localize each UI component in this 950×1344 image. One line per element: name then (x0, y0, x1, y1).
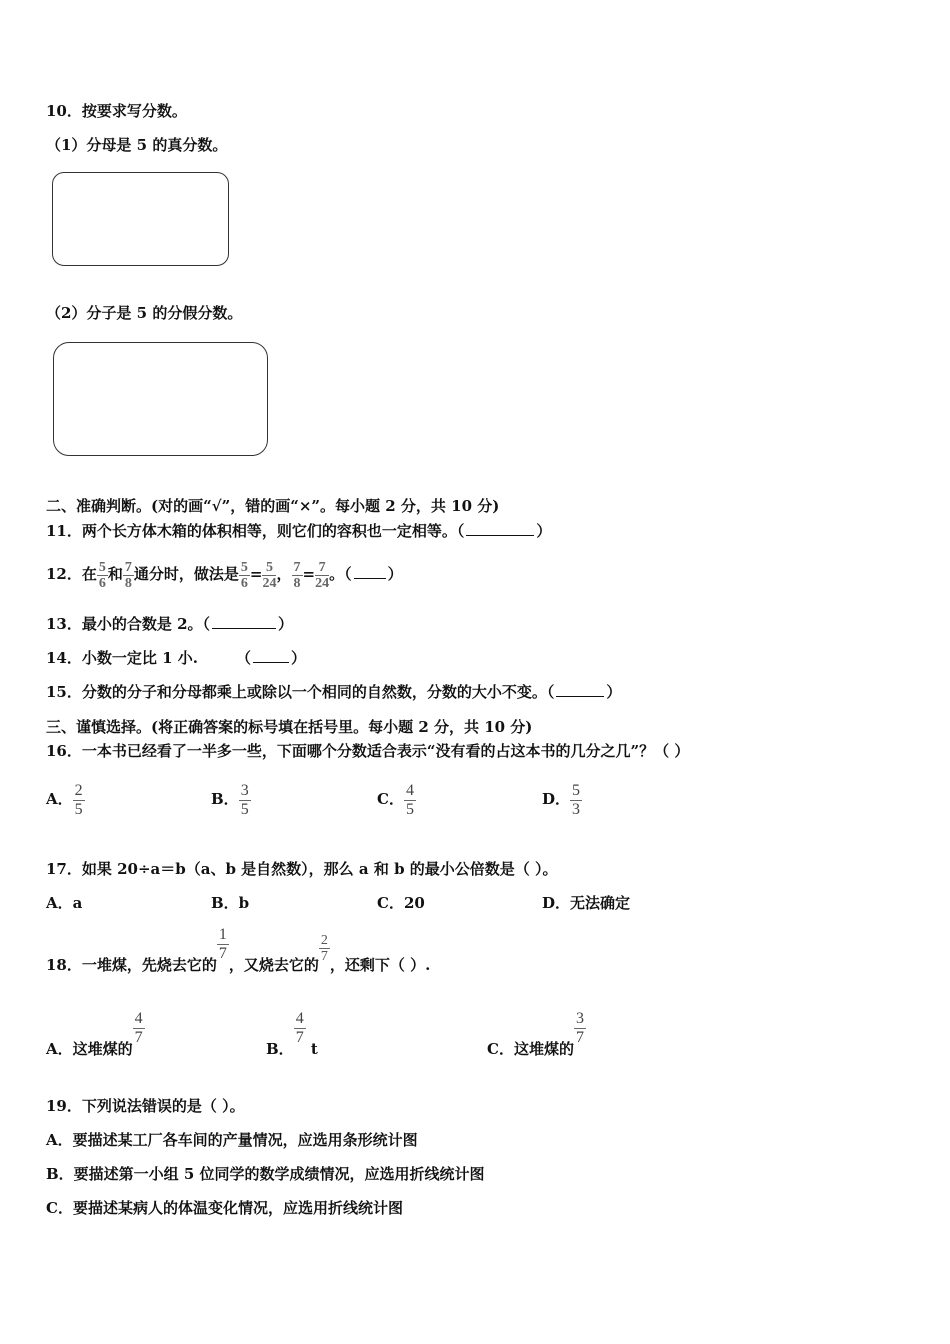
q12-answer-blank[interactable] (354, 564, 386, 579)
q16-option-d[interactable]: D． $\frac{5}{3}$ (542, 781, 581, 818)
q11-answer-blank[interactable] (466, 521, 534, 536)
q10-title: 10．按要求写分数。 (46, 102, 187, 120)
q17-option-b[interactable]: B．b (211, 894, 250, 912)
q12-and: 和 (107, 565, 123, 583)
q19-option-a[interactable]: A．要描述某工厂各车间的产量情况，应选用条形统计图 (46, 1131, 418, 1149)
q10-part1: （1）分母是 5 的真分数。 (46, 136, 228, 154)
q13 (46, 614, 293, 634)
q11-close: ） (536, 522, 552, 540)
q18: 18．一堆煤，先烧去它的 $\frac{1}{7}$ ，又烧去它的 $\frac{2}{7}$ ，还剩下（ ）. (46, 926, 431, 974)
fraction-1-7: $\frac{1}{7}$ (218, 926, 227, 962)
q14-answer-blank[interactable] (253, 648, 289, 663)
q18-option-a[interactable]: A．这堆煤的 $\frac{4}{7}$ (46, 1010, 143, 1058)
q15-answer-blank[interactable] (556, 682, 604, 697)
fraction-5-24: $\frac{5}{24}$ (262, 559, 277, 591)
q16-option-b[interactable]: B． $\frac{3}{5}$ (211, 781, 249, 818)
fraction-4-7: $\frac{4}{7}$ (134, 1010, 143, 1046)
q13-close: ） (278, 615, 294, 633)
q17-option-a[interactable]: A．a (46, 894, 83, 912)
fraction-5-3: $\frac{5}{3}$ (572, 781, 581, 818)
q11 (46, 521, 551, 541)
q12-prefix: 12．在 (46, 565, 97, 583)
q14-open: （ (235, 649, 251, 667)
q19: 19．下列说法错误的是（ ）。 (46, 1097, 245, 1115)
q15 (46, 682, 621, 702)
fraction-3-7: $\frac{3}{7}$ (575, 1010, 584, 1046)
q19-option-b[interactable]: B．要描述第一小组 5 位同学的数学成绩情况，应选用折线统计图 (46, 1165, 485, 1183)
q18-option-b[interactable]: B． $\frac{4}{7}$ t (266, 1010, 318, 1058)
fraction-4-7-b: $\frac{4}{7}$ (295, 1010, 304, 1046)
q12 (46, 552, 403, 596)
q12-close: ） (387, 565, 403, 583)
q13-text: 13．最小的合数是 2。（ (46, 615, 211, 633)
q14 (46, 648, 306, 668)
fraction-7-8-b: $\frac{7}{8}$ (293, 559, 301, 591)
section2-heading: 二、准确判断。(对的画“√”，错的画“×”。每小题 2 分，共 10 分) (46, 497, 500, 515)
fraction-2-5: $\frac{2}{5}$ (74, 781, 83, 818)
q14-text: 14．小数一定比 1 小. (46, 649, 198, 667)
q17-option-d[interactable]: D．无法确定 (542, 894, 631, 912)
q12-comma: ， (276, 565, 292, 583)
q16: 16．一本书已经看了一半多一些，下面哪个分数适合表示“没有看的占这本书的几分之几”？（ ） (46, 742, 690, 760)
fraction-3-5: $\frac{3}{5}$ (240, 781, 249, 818)
q18-option-c[interactable]: C．这堆煤的 $\frac{3}{7}$ (487, 1010, 584, 1058)
q14-close: ） (291, 649, 307, 667)
q15-text: 15．分数的分子和分母都乘上或除以一个相同的自然数，分数的大小不变。（ (46, 683, 555, 701)
fraction-5-6-b: $\frac{5}{6}$ (240, 559, 248, 591)
fraction-2-7: $\frac{2}{7}$ (320, 933, 328, 964)
q10-part2: （2）分子是 5 的分假分数。 (46, 304, 243, 322)
q16-option-c[interactable]: C． $\frac{4}{5}$ (377, 781, 414, 818)
answer-box-1[interactable] (52, 172, 229, 266)
equals-sign-2: = (302, 565, 316, 583)
q12-end: 。（ (329, 565, 352, 583)
fraction-4-5: $\frac{4}{5}$ (405, 781, 414, 818)
q15-close: ） (606, 683, 622, 701)
q13-answer-blank[interactable] (212, 614, 276, 629)
answer-box-2[interactable] (53, 342, 268, 456)
q17: 17．如果 20÷a＝b（a、b 是自然数），那么 a 和 b 的最小公倍数是（ ）。 (46, 860, 558, 878)
q19-option-c[interactable]: C．要描述某病人的体温变化情况，应选用折线统计图 (46, 1199, 403, 1217)
q17-option-c[interactable]: C．20 (377, 894, 425, 912)
q11-text: 11．两个长方体木箱的体积相等，则它们的容积也一定相等。（ (46, 522, 465, 540)
fraction-7-8: $\frac{7}{8}$ (124, 559, 132, 591)
q16-option-a[interactable]: A． $\frac{2}{5}$ (46, 781, 83, 818)
equals-sign: = (249, 565, 263, 583)
fraction-7-24: $\frac{7}{24}$ (315, 559, 330, 591)
fraction-5-6: $\frac{5}{6}$ (98, 559, 106, 591)
section3-heading: 三、谨慎选择。(将正确答案的标号填在括号里。每小题 2 分，共 10 分) (46, 718, 533, 736)
q12-mid: 通分时，做法是 (133, 565, 239, 583)
